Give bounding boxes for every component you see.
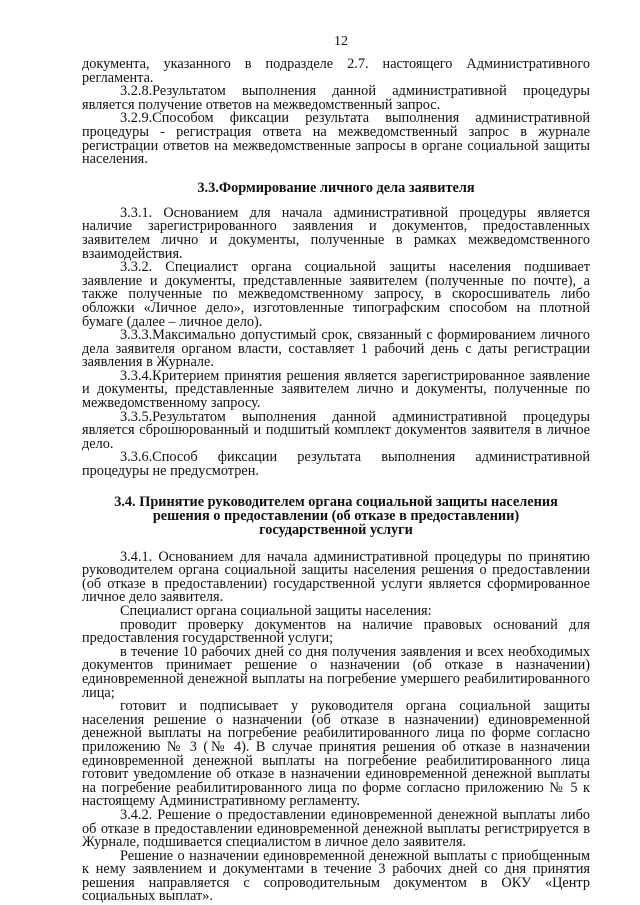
paragraph-ten-days-decision: в течение 10 рабочих дней со дня получения заявления и всех необходимых документов принимает решение о назначении (об отказе в назначении) единовременной денежной выплаты на погребение умершего реабилитированного лица; bbox=[82, 643, 590, 701]
paragraph-continuation: документа, указанного в подразделе 2.7. настоящего Административного регламента. bbox=[82, 56, 590, 86]
section-heading-3-4-line-1: 3.4. Принятие руководителем органа социальной защиты населения bbox=[114, 493, 558, 510]
section-heading-3-4 bbox=[82, 495, 590, 537]
page-number: 12 bbox=[334, 34, 348, 49]
paragraph-3-3-4: 3.3.4.Критерием принятия решения является зарегистрированное заявление и документы, представленные заявителем лично и документы, полученные по межведомственному запросу. bbox=[82, 367, 590, 412]
paragraph-specialist-intro: Специалист органа социальной защиты населения: bbox=[120, 603, 432, 619]
paragraph-3-2-8: 3.2.8.Результатом выполнения данной административной процедуры является получение ответов на межведомственный запрос. bbox=[82, 83, 590, 113]
paragraph-prepares-signs: готовит и подписывает у руководителя органа социальной защиты населения решение о назначении (об отказе в назначении) единовременной денежной выплаты на погребение реабилитированного лица по форме согласно приложению № 3 (№ 4). В случае принятия решения об отказе в назначении единовременной денежной выплаты на погребение реабилитированного лица готовит уведомление об отказе в назначении единовременной денежной выплаты на погребение реабилитированного лица по форме согласно приложению № 5 к настоящему Административному регламенту. bbox=[82, 698, 590, 810]
paragraph-3-3-6: 3.3.6.Способ фиксации результата выполнения административной процедуры не предусмотрен. bbox=[82, 449, 590, 480]
paragraph-3-4-2: 3.4.2. Решение о предоставлении единовременной денежной выплаты либо об отказе в предоставлении единовременной денежной выплаты регистрируется в Журнале, подшивается специалистом в личное дело заявителя. bbox=[82, 806, 590, 851]
section-heading-3-4-line-3: государственной услуги bbox=[259, 521, 413, 538]
paragraph-3-3-3: 3.3.3.Максимально допустимый срок, связанный с формированием личного дела заявителя органом власти, составляет 1 рабочий день с даты регистрации заявления в Журнале. bbox=[82, 327, 590, 371]
section-heading-3-3: 3.3.Формирование личного дела заявителя bbox=[197, 179, 475, 196]
paragraph-3-3-5: 3.3.5.Результатом выполнения данной административной процедуры является сброшюрованный и подшитый комплект документов заявителя в личное дело. bbox=[82, 408, 590, 452]
paragraph-3-4-1: 3.4.1. Основанием для начала административной процедуры по принятию руководителем органа социальной защиты населения решения о предоставлении (об отказе в предоставлении) государственной услуги является сформированное личное дело заявителя. bbox=[82, 548, 590, 606]
section-heading-3-4-line-2: решения о предоставлении (об отказе в предоставлении) bbox=[152, 507, 520, 524]
paragraph-3-3-1: 3.3.1. Основанием для начала административной процедуры является наличие зарегистрированного заявления и документов, предоставленных заявителем лично и документы, полученные в рамках межведомственного взаимодействия. bbox=[82, 204, 590, 262]
paragraph-3-2-9: 3.2.9.Способом фиксации результата выполнения административной процедуры - регистрация ответа на межведомственный запрос в журнале регистрации ответов на межведомственные запросы в органе социальной защиты населения. bbox=[82, 110, 590, 168]
paragraph-3-3-2: 3.3.2. Специалист органа социальной защиты населения подшивает заявление и документы, представленные заявителем (полученные по почте), а также полученные по межведомственному запросу, в скоросшиватель либо обложки «Личное дело», изготовленные типографским способом на плотной бумаге (далее – личное дело). bbox=[82, 259, 590, 330]
paragraph-checks-documents: проводит проверку документов на наличие правовых оснований для предоставления государственной услуги; bbox=[82, 616, 590, 647]
paragraph-decision-sent: Решение о назначении единовременной денежной выплаты с приобщенным к нему заявлением и документами в течение 3 рабочих дней со дня принятия решения направляется с сопроводительным документом в ОКУ «Центр социальных выплат». bbox=[82, 847, 590, 905]
